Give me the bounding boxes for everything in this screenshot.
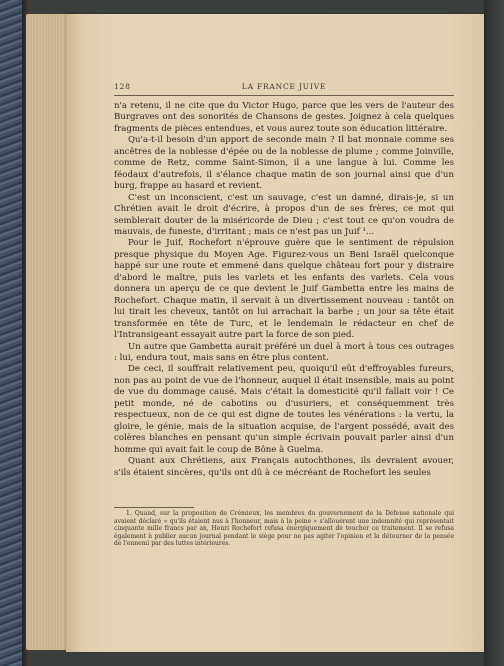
paragraph: Qu'a-t-il besoin d'un apport de seconde main ? Il bat monnaie comme ses ancêtres de la noblesse d'épée ou de la noblesse de plume ; comme Joinville, comme de Retz, comme Saint-Simon, il a une langue à lui. Comme les féodaux d'autrefois, il s'élance chaque matin de son journal ainsi que d'un burg, frappe au hasard et revient. [114, 135, 454, 192]
footnote: 1. Quand, sur la proposition de Crémieux, les membres du gouvernement de la Défense nationale qui avaient déclaré « qu'ils étaient nus à l'honneur, mais à la peine » s'allouèrent une indemnité qui représentait cinquante mille francs par an, Henri Rochefort refusa énergiquement de toucher ce traitement. Il se refusa également à publier aucun journal pendant le siège pour ne pas agiter l'opinion et la détourner de la pensée de l'ennemi par des luttes intérieures. [114, 510, 454, 548]
paragraph: Pour le Juif, Rochefort n'éprouve guère que le sentiment de répulsion presque physique du Moyen Age. Figurez-vous un Beni Israël quelconque happé sur une route et emmené dans quelque château fort pour y distraire d'abord le maître, puis les varlets et les enfants des varlets. Cela vous donnera un aperçu de ce que devient le Juif Gambetta entre les mains de Rochefort. Chaque matin, il servait à un divertissement nouveau : tantôt on lui tirait les cheveux, tantôt on lui arrachait la barbe ; un jour sa tête était transformée en tête de Turc, et le lendemain le rédacteur en chef de l'Intransigeant essayait autre part la force de son pied. [114, 238, 454, 341]
running-header [114, 82, 454, 96]
paragraph: Quant aux Chrétiens, aux Français autochthones, ils devraient avouer, s'ils étaient sincères, qu'ils ont dû à ce mécréant de Rochefort les seules [114, 456, 454, 478]
paragraph: n'a retenu, il ne cite que du Victor Hugo, parce que les vers de l'auteur des Burgraves ont des sonorités de Chansons de gestes. Joignez à cela quelques fragments de pièces entendues, et vous aurez toute son éducation littéraire. [114, 101, 454, 134]
page-number: 128 [114, 82, 131, 91]
paragraph: C'est un inconscient, c'est un sauvage, c'est un damné, dirais-je, si un Chrétien avait le droit d'écrire, à propos d'un de ses frères, ce mot qui semblerait douter de la miséricorde de Dieu ; c'est tout ce qu'on voudra de mauvais, de funeste, d'irritant ; mais ce n'est pas un Juif ¹... [114, 192, 454, 237]
paragraph: De ceci, il souffrait relativement peu, quoiqu'il eût d'effroyables fureurs, non pas au point de vue de l'honneur, auquel il était insensible, mais au point de vue du dommage causé. Mais c'était la domesticité qu'il fallait voir ! Ce petit monde, né de cabotins ou d'usuriers, et conséquemment très respectueux, non de ce qui est digne de toutes les vénérations : la vertu, la gloire, le génie, mais de la situation acquise, de l'argent possédé, avait des colères blanches en pensant qu'un simple écrivain pouvait parler ainsi d'un homme qui avait fait le coup de Bône à Guelma. [114, 364, 454, 455]
running-title: LA FRANCE JUIVE [241, 82, 327, 91]
footnote-rule [114, 507, 194, 508]
background-right [484, 0, 504, 666]
paragraph: Un autre que Gambetta aurait préféré un duel à mort à tous ces outrages : lui, endura tout, mais sans en être plus content. [114, 341, 454, 363]
body-text [114, 101, 454, 479]
header-rule [114, 95, 454, 96]
